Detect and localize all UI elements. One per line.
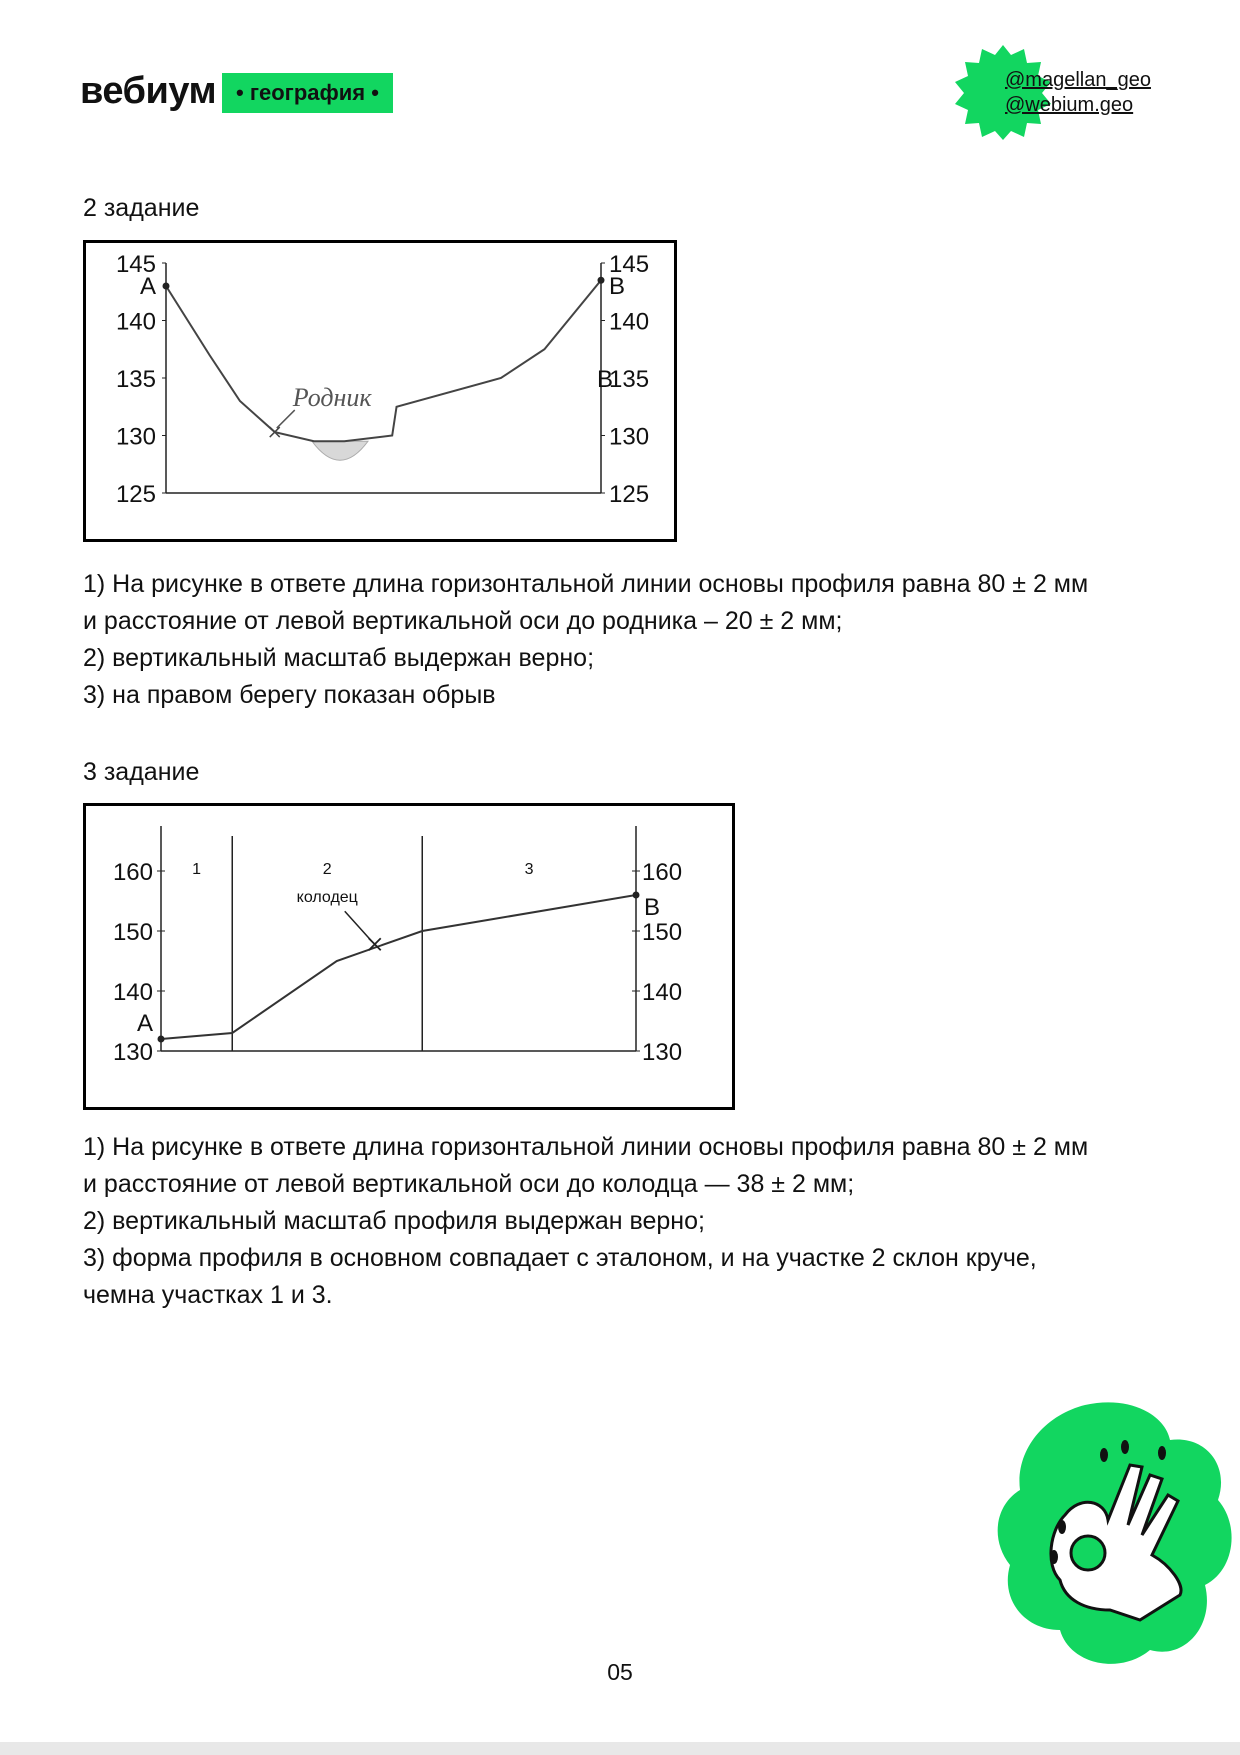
point-b-label: B [644,894,661,921]
task3-profile-chart [86,806,732,1107]
point-a-label: A [136,1010,153,1037]
social-link-magellan[interactable]: @magellan_geo [1005,69,1151,91]
left-axis-tick-label: 145 [115,251,156,278]
left-axis-tick-label: 135 [115,366,156,393]
task2-answer [83,566,1183,714]
task3-profile-figure [83,803,735,1110]
spring-water-lens [312,441,368,460]
point-a-label: A [139,273,156,300]
task3-answer-line: 2) вертикальный масштаб профиля выдержан верно; [83,1207,705,1235]
left-axis-tick-label: 160 [112,859,153,886]
task2-answer-line: и расстояние от левой вертикальной оси до родника – 20 ± 2 мм; [83,607,843,635]
well-label: колодец [296,889,358,906]
spring-leader-line [277,410,295,428]
social-link-webium[interactable]: @webium.geo [1005,94,1134,116]
segment-label: 1 [192,861,202,878]
left-axis-tick-label: 140 [112,979,153,1006]
task2-profile-chart [86,243,674,539]
task3-answer-line: и расстояние от левой вертикальной оси до колодца — 38 ± 2 мм; [83,1170,855,1198]
right-axis-tick-label: 135 [609,366,650,393]
segment-label: 3 [524,861,534,878]
right-axis-tick-label: 125 [609,481,650,508]
page-number: 05 [607,1659,633,1685]
right-axis-tick-label: 140 [642,979,683,1006]
right-axis-tick-label: 150 [642,919,683,946]
point-b-marker [633,892,640,899]
right-axis-tick-label: 130 [642,1039,683,1066]
spring-label: Родник [292,383,372,413]
point-a-marker [158,1036,165,1043]
footer-bar [0,1742,1240,1755]
profile-line [166,280,601,441]
social-links [1005,68,1151,118]
left-axis-tick-label: 150 [112,919,153,946]
ok-hand-mascot-icon [990,1395,1240,1675]
task2-answer-line: 2) вертикальный масштаб выдержан верно; [83,644,595,672]
left-axis-tick-label: 130 [112,1039,153,1066]
right-axis-prefix-label: B [596,366,613,393]
point-a-marker [163,283,170,290]
point-b-label: B [609,273,626,300]
task2-profile-figure [83,240,677,542]
task3-answer [83,1129,1183,1314]
left-axis-tick-label: 130 [115,423,156,451]
task3-answer-line: 1) На рисунке в ответе длина горизонтальной линии основы профиля равна 80 ± 2 мм [83,1133,1089,1161]
brand-logo: вебиум [80,70,217,112]
right-axis-tick-label: 140 [609,308,650,336]
segment-label: 2 [322,861,332,878]
right-axis-tick-label: 145 [609,251,650,278]
task3-answer-line: чемна участках 1 и 3. [83,1281,333,1309]
task2-answer-line: 3) на правом берегу показан обрыв [83,681,496,709]
left-axis-tick-label: 140 [115,308,156,336]
left-axis-tick-label: 125 [115,481,156,508]
task2-title: 2 задание [83,194,200,222]
task3-title: 3 задание [83,758,200,786]
point-b-marker [598,277,605,284]
subject-tag: • география • [222,73,393,113]
right-axis-tick-label: 160 [642,859,683,886]
right-axis-tick-label: 130 [609,423,650,451]
task2-answer-line: 1) На рисунке в ответе длина горизонтальной линии основы профиля равна 80 ± 2 мм [83,570,1089,598]
task3-answer-line: 3) форма профиля в основном совпадает с эталоном, и на участке 2 склон круче, [83,1244,1037,1272]
well-leader-line [345,911,372,941]
